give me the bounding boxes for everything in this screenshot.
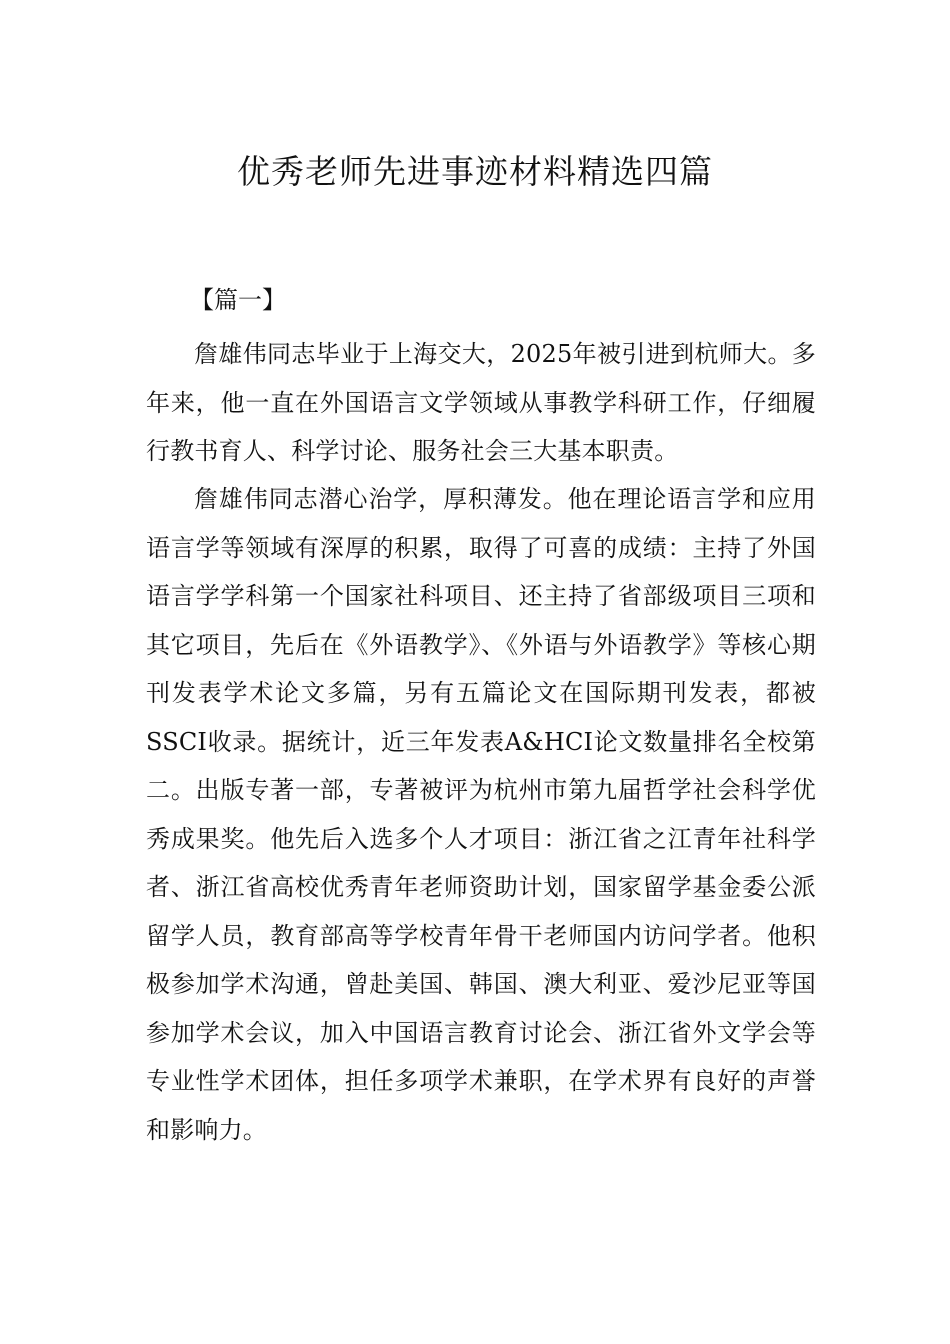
document-title: 优秀老师先进事迹材料精选四篇 [237, 152, 713, 192]
body-paragraph-2: 詹雄伟同志潜心治学，厚积薄发。他在理论语言学和应用语言学等领域有深厚的积累，取得了可喜的成绩：主持了外国语言学学科第一个国家社科项目、还主持了省部级项目三项和其它项目，先后在《外语教学》、《外语与外语教学》等核心期刊发表学术论文多篇，另有五篇论文在国际期刊发表，都被SSCI收录。据统计，近三年发表A&HCI论文数量排名全校第二。出版专著一部，专著被评为杭州市第九届哲学社会科学优秀成果奖。他先后入选多个人才项目：浙江省之江青年社科学者、浙江省高校优秀青年老师资助计划，国家留学基金委公派留学人员，教育部高等学校青年骨干老师国内访问学者。他积极参加学术沟通，曾赴美国、韩国、澳大利亚、爱沙尼亚等国参加学术会议，加入中国语言教育讨论会、浙江省外文学会等专业性学术团体，担任多项学术兼职，在学术界有良好的声誉和影响力。 [146, 485, 816, 1144]
body-paragraph-1: 詹雄伟同志毕业于上海交大，2025年被引进到杭师大。多年来，他一直在外国语言文学领域从事教学科研工作，仔细履行教书育人、科学讨论、服务社会三大基本职责。 [146, 340, 816, 465]
section-heading: 【篇一】 [190, 286, 286, 314]
